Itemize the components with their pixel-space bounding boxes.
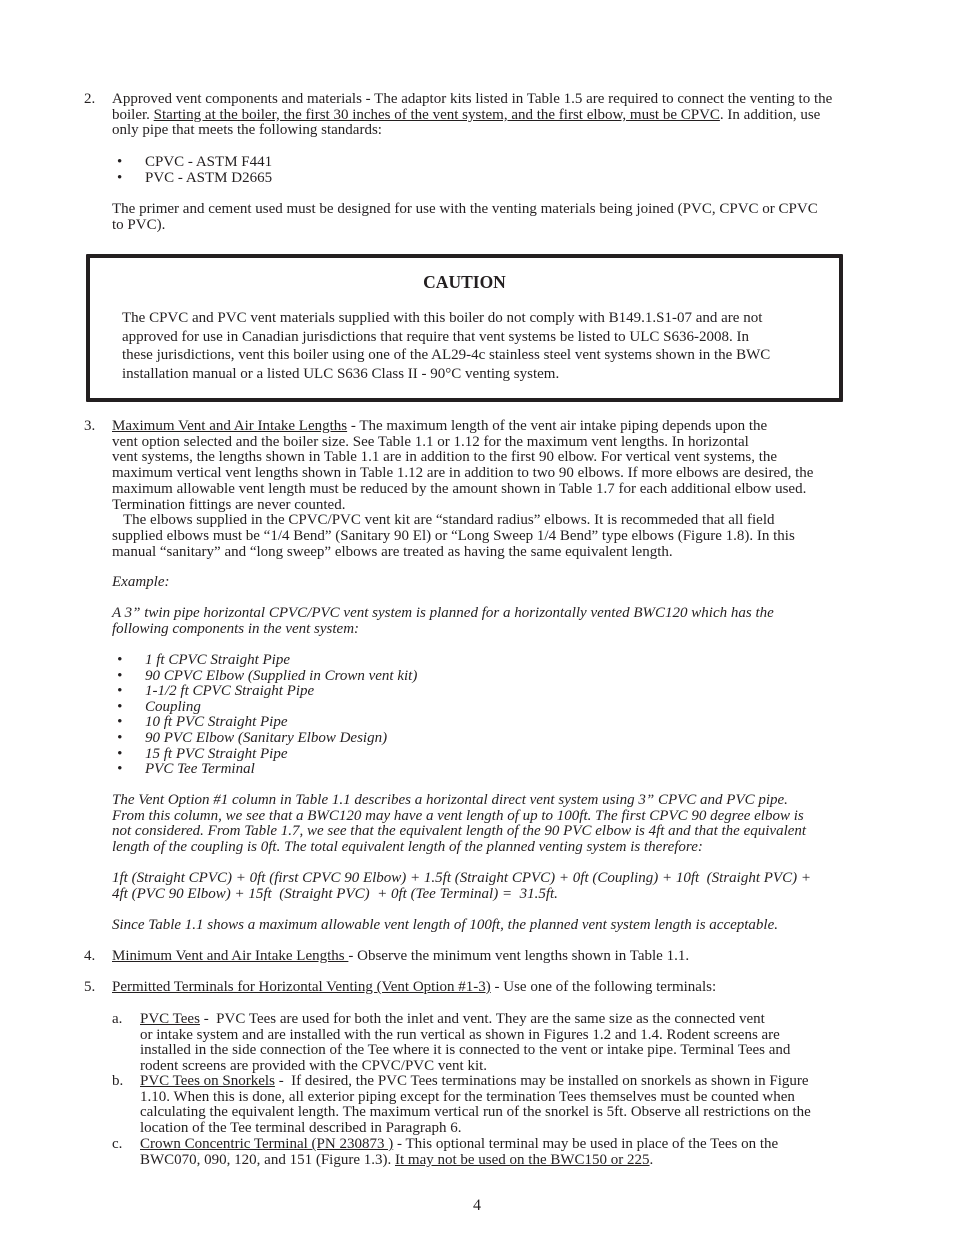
list-item: • Coupling	[117, 700, 417, 716]
list-item: • 90 CPVC Elbow (Supplied in Crown vent kit)	[117, 669, 417, 685]
list-item: • CPVC - ASTM F441	[117, 155, 272, 171]
item-4-heading: Minimum Vent and Air Intake Lengths	[112, 948, 349, 964]
list-item: • PVC Tee Terminal	[117, 762, 417, 778]
example-explanation: The Vent Option #1 column in Table 1.1 describes a horizontal direct vent system using 3” CPVC and PVC pipe. From this column, we see that a BWC120 may have a vent length of up to 100ft. The first CPVC 90 degree elbow is not considered. From Table 1.7, we see that the equivalent length of the 90 PVC elbow is 4ft and that the equivalent length of the coupling is 0ft. The total equivalent length of the planned venting system is therefore:	[112, 792, 807, 856]
example-intro: A 3” twin pipe horizontal CPVC/PVC vent system is planned for a horizontally vented BWC120 which has the following components in the vent system:	[112, 605, 774, 637]
example-calculation: 1ft (Straight CPVC) + 0ft (first CPVC 90 Elbow) + 1.5ft (Straight CPVC) + 0ft (Coupling) + 10ft (Straight PVC) + 4ft (PVC 90 Elbow) + 15ft (Straight PVC) + 0ft (Tee Terminal) = 31.5ft.	[112, 870, 811, 902]
caution-line: these jurisdictions, vent this boiler using one of the AL29-4c stainless steel vent systems shown in the BWC	[122, 347, 771, 364]
item-5-paragraph: Permitted Terminals for Horizontal Venting (Vent Option #1-3) - Use one of the following terminals:	[112, 979, 717, 995]
page-number: 4	[473, 1197, 481, 1214]
item-4-number: 4.	[84, 948, 96, 964]
primer-paragraph: The primer and cement used must be designed for use with the venting materials being joined (PVC, CPVC or CPVC to PVC).	[112, 201, 818, 233]
caution-line: installation manual or a listed ULC S636 Class II - 90°C venting system.	[122, 366, 560, 383]
subitem-a-heading: PVC Tees	[140, 1011, 200, 1027]
list-item: • 10 ft PVC Straight Pipe	[117, 715, 417, 731]
item-5-number: 5.	[84, 979, 96, 995]
item-3-number: 3.	[84, 418, 96, 434]
list-item: • 15 ft PVC Straight Pipe	[117, 747, 417, 763]
example-conclusion: Since Table 1.1 shows a maximum allowable vent length of 100ft, the planned vent system length is acceptable.	[112, 917, 779, 933]
caution-text	[122, 309, 822, 384]
caution-line: The CPVC and PVC vent materials supplied with this boiler do not comply with B149.1.S1-07 and are not	[122, 310, 763, 326]
list-item: • 1-1/2 ft CPVC Straight Pipe	[117, 684, 417, 700]
item-3-paragraph: Maximum Vent and Air Intake Lengths - The maximum length of the vent air intake piping depends upon the vent option selected and the boiler size. See Table 1.1 or 1.12 for the maximum vent lengths. In horizontal vent systems, the lengths shown in Table 1.1 are in addition to the first 90 elbow. For vertical vent systems, the maximum vertical vent lengths shown in Table 1.12 are in addition to two 90 elbows. If more elbows are desired, the maximum allowable vent length must be reduced by the amount shown in Table 1.7 for each additional elbow used. Termination fittings are never counted. The elbows supplied in the CPVC/PVC vent kit are “standard radius” elbows. It is recommeded that all field supplied elbows must be “1/4 Bend” (Sanitary 90 El) or “Long Sweep 1/4 Bend” type elbows (Figure 1.8). In this manual “sanitary” and “long sweep” elbows are treated as having the same equivalent length.	[112, 418, 814, 560]
item-4-paragraph: Minimum Vent and Air Intake Lengths - Observe the minimum vent lengths shown in Table 1.1.	[112, 948, 690, 964]
caution-box	[86, 254, 843, 402]
subitem-b-heading: PVC Tees on Snorkels	[140, 1073, 275, 1089]
components-list	[117, 653, 417, 778]
item-5-heading: Permitted Terminals for Horizontal Venting (Vent Option #1-3)	[112, 979, 491, 995]
item-2-tail: . In addition, use only pipe that meets the following standards:	[112, 106, 821, 139]
caution-title: CAUTION	[423, 272, 506, 292]
item-2-paragraph	[112, 92, 847, 139]
item-3-heading: Maximum Vent and Air Intake Lengths	[112, 418, 348, 434]
caution-line: approved for use in Canadian jurisdictions that require that vent systems be listed to ULC S636-2008. In	[122, 328, 749, 345]
item-2-underlined-requirement: Starting at the boiler, the first 30 inches of the vent system, and the first elbow, must be CPVC	[153, 106, 720, 123]
subitem-c-restriction: It may not be used on the BWC150 or 225	[394, 1151, 650, 1168]
list-item: • 1 ft CPVC Straight Pipe	[117, 653, 417, 669]
item-2-lead: Approved vent components and materials - The adaptor kits listed in Table 1.5 are required to connect the venting to the boiler.	[112, 91, 833, 123]
subitem-c-heading: Crown Concentric Terminal (PN 230873 )	[140, 1136, 394, 1152]
item-2-number: 2.	[84, 91, 96, 107]
example-label: Example:	[112, 574, 170, 590]
list-item: • PVC - ASTM D2665	[117, 171, 272, 187]
list-item: • 90 PVC Elbow (Sanitary Elbow Design)	[117, 731, 417, 747]
standards-list	[117, 155, 272, 186]
